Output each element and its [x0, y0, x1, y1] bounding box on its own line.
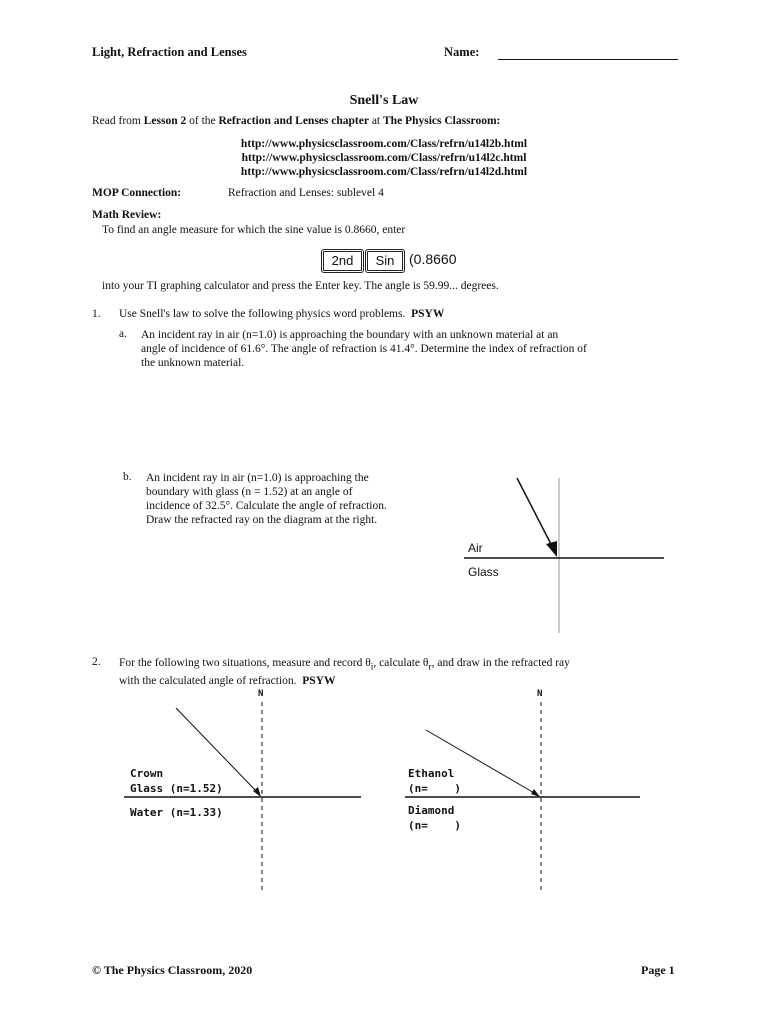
air-label: Air — [468, 541, 483, 555]
q1b-line: boundary with glass (n = 1.52) at an angle of — [146, 486, 353, 498]
medium-label: Glass (n=1.52) — [130, 782, 223, 795]
medium-label: (n= ) — [408, 819, 461, 832]
q1-prompt: Use Snell's law to solve the following physics word problems. — [119, 308, 406, 320]
q1b-line: An incident ray in air (n=1.0) is approaching the — [146, 472, 369, 484]
q1-number: 1. — [92, 308, 101, 320]
q1b-label: b. — [123, 471, 132, 483]
q2-sub-i: i — [370, 661, 374, 673]
url-list — [0, 137, 768, 179]
q2-part: , calculate θ — [373, 657, 429, 669]
ethanol-label — [408, 766, 461, 796]
mop-label: MOP Connection: — [92, 187, 182, 199]
crown-glass-label — [130, 766, 223, 796]
incident-ray — [517, 478, 554, 550]
intro-site: The Physics Classroom: — [383, 115, 501, 127]
q1b-line: incidence of 32.5°. Calculate the angle of refraction. — [146, 500, 387, 512]
url-link[interactable]: http://www.physicsclassroom.com/Class/refrn/u14l2b.html — [240, 138, 528, 150]
q1a-text — [141, 328, 587, 370]
math-review-line2: into your TI graphing calculator and press the Enter key. The angle is 59.99... degrees. — [102, 280, 499, 292]
q2-part: with the calculated angle of refraction. — [119, 675, 297, 688]
url-link[interactable]: http://www.physicsclassroom.com/Class/refrn/u14l2d.html — [240, 166, 528, 178]
q1b-line: Draw the refracted ray on the diagram at the right. — [146, 514, 378, 526]
math-review-label: Math Review: — [92, 209, 162, 221]
q1a-label: a. — [119, 328, 127, 340]
q2-line1 — [119, 656, 570, 674]
ray-arrowhead — [531, 789, 540, 797]
footer-copyright: © The Physics Classroom, 2020 — [92, 963, 253, 977]
q2-text — [119, 656, 570, 689]
intro-part: Read from — [92, 115, 144, 127]
worksheet-title: Light, Refraction and Lenses — [92, 45, 247, 59]
q1-text — [119, 308, 444, 320]
q1b-text — [146, 471, 387, 527]
q2-tag: PSYW — [302, 675, 336, 688]
water-label: Water (n=1.33) — [130, 806, 223, 819]
url-link[interactable]: http://www.physicsclassroom.com/Class/refrn/u14l2c.html — [241, 152, 527, 164]
intro-part: at — [368, 115, 384, 127]
intro-chapter: Refraction and Lenses chapter — [218, 115, 369, 127]
medium-label: Diamond — [408, 804, 455, 817]
diamond-label — [408, 803, 461, 833]
q1a-line: angle of incidence of 61.6°. The angle of refraction is 41.4°. Determine the index of refraction of — [141, 343, 587, 355]
q1-tag: PSYW — [411, 308, 445, 320]
air-glass-diagram — [460, 470, 670, 640]
q2-part: For the following two situations, measure and record θ — [119, 657, 371, 669]
normal-n-label: N — [537, 689, 543, 699]
footer-page-number: Page 1 — [641, 963, 675, 977]
q2-number: 2. — [92, 656, 101, 668]
name-field-line[interactable] — [498, 59, 678, 60]
normal-n-label: N — [258, 689, 264, 699]
name-label: Name: — [444, 45, 480, 59]
page-title: Snell's Law — [349, 93, 419, 108]
glass-label: Glass — [468, 565, 499, 579]
ray-arrowhead — [546, 541, 557, 557]
intro-lesson: Lesson 2 — [143, 115, 187, 127]
q1a-line: An incident ray in air (n=1.0) is approaching the boundary with an unknown material at an — [141, 329, 559, 341]
intro-part: of the — [186, 115, 219, 127]
q1a-line: the unknown material. — [141, 357, 245, 369]
calculator-entry: (0.8660 — [409, 251, 457, 267]
mop-value: Refraction and Lenses: sublevel 4 — [228, 187, 384, 199]
math-review-line1: To find an angle measure for which the sine value is 0.8660, enter — [102, 224, 406, 236]
calculator-key-sin: Sin — [365, 249, 405, 273]
medium-label: Ethanol — [408, 767, 455, 780]
medium-label: (n= ) — [408, 782, 461, 795]
calculator-key-2nd: 2nd — [321, 249, 364, 273]
medium-label: Crown — [130, 767, 164, 780]
q2-line2 — [119, 674, 570, 689]
q2-part: , and draw in the refracted ray — [431, 657, 570, 669]
q2-sub-r: r — [428, 661, 432, 673]
intro-text — [92, 115, 500, 127]
